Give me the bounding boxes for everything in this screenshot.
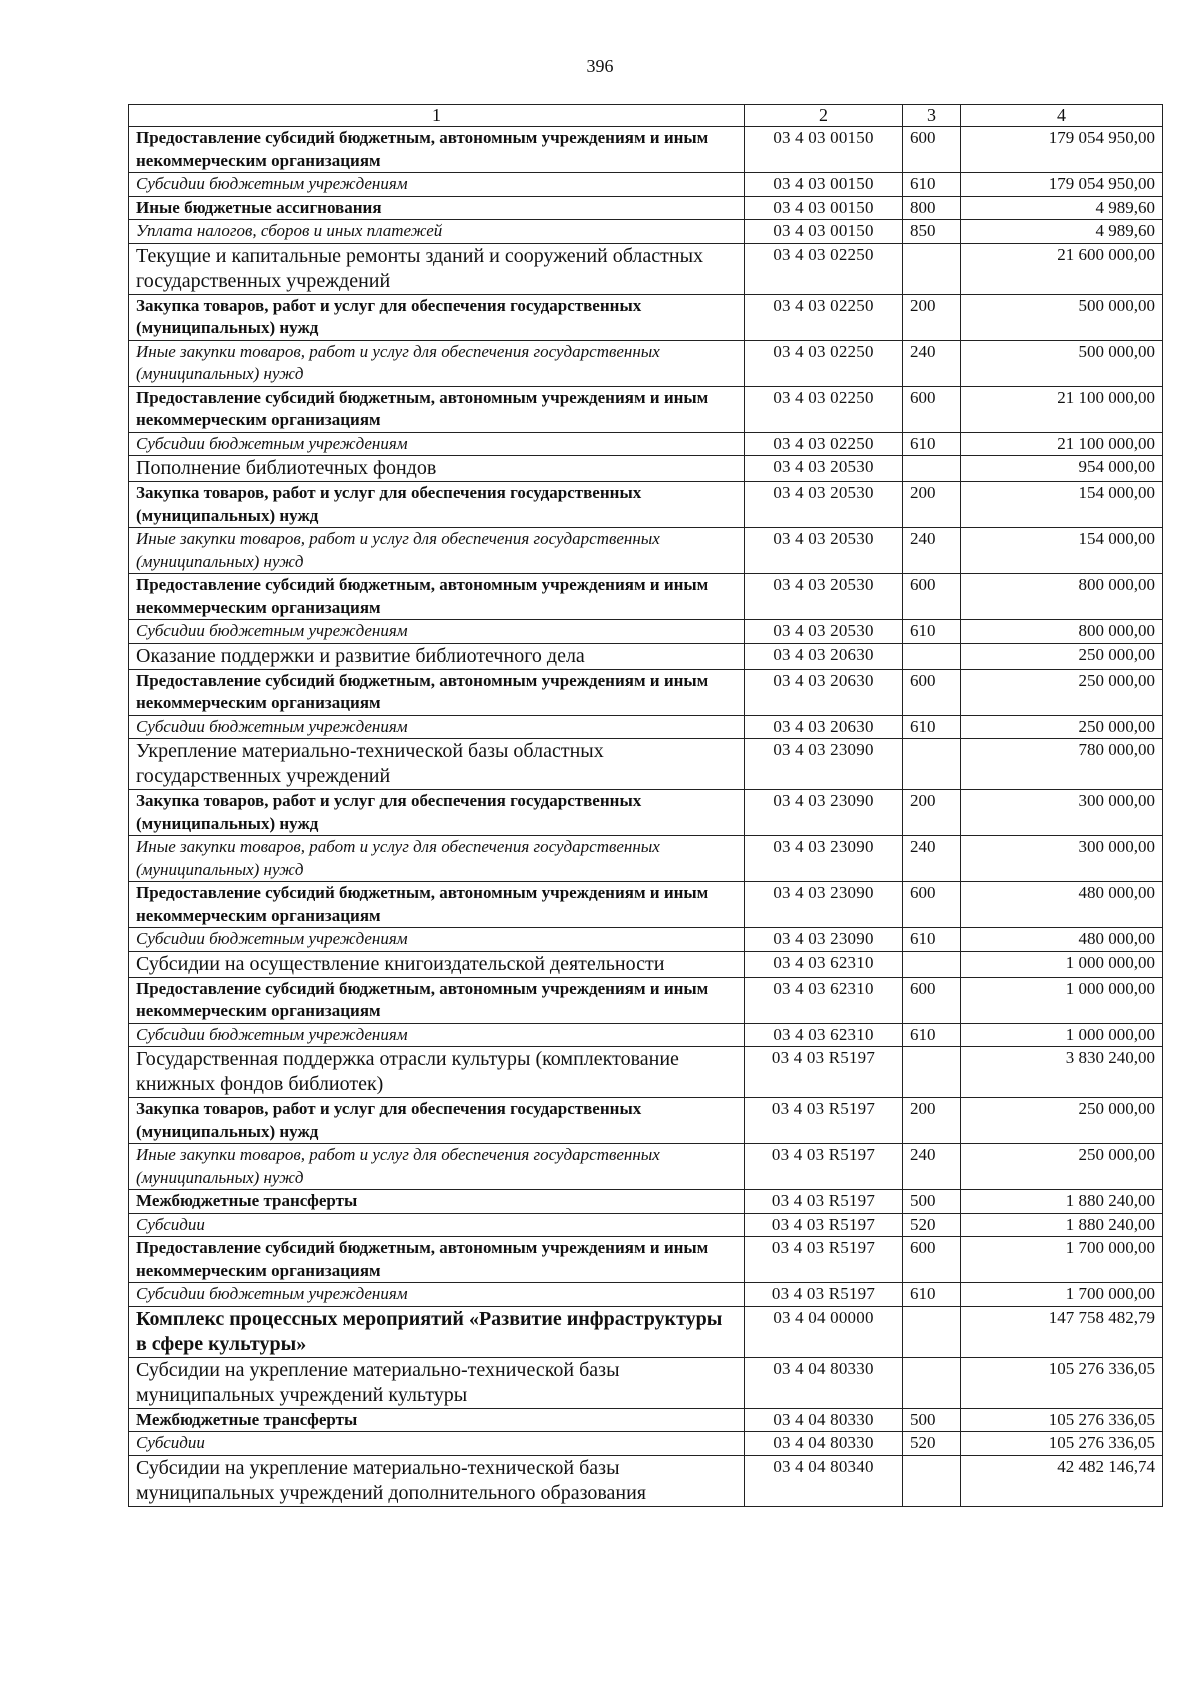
table-row xyxy=(129,1098,1163,1144)
table-row xyxy=(129,928,1163,952)
row-category-cell: 600 xyxy=(903,574,961,620)
row-code-cell: 03 4 03 20530 xyxy=(745,528,903,574)
row-code-cell: 03 4 03 62310 xyxy=(745,977,903,1023)
row-code-cell: 03 4 03 20630 xyxy=(745,715,903,739)
row-amount-cell: 1 880 240,00 xyxy=(961,1213,1163,1237)
row-code-cell: 03 4 03 62310 xyxy=(745,1023,903,1047)
row-code-cell: 03 4 03 23090 xyxy=(745,882,903,928)
row-amount-cell: 179 054 950,00 xyxy=(961,173,1163,197)
row-amount-cell: 480 000,00 xyxy=(961,882,1163,928)
row-amount-cell: 250 000,00 xyxy=(961,669,1163,715)
table-header-row xyxy=(129,105,1163,127)
row-amount-cell: 300 000,00 xyxy=(961,836,1163,882)
table-row xyxy=(129,1190,1163,1214)
table-row xyxy=(129,790,1163,836)
row-amount-cell: 4 989,60 xyxy=(961,220,1163,244)
row-code-cell: 03 4 03 R5197 xyxy=(745,1144,903,1190)
row-category-cell xyxy=(903,951,961,977)
row-name-cell: Государственная поддержка отрасли культуры (комплектование книжных фондов библиотек) xyxy=(129,1047,745,1098)
row-category-cell: 500 xyxy=(903,1408,961,1432)
row-amount-cell: 1 880 240,00 xyxy=(961,1190,1163,1214)
table-row xyxy=(129,220,1163,244)
row-amount-cell: 42 482 146,74 xyxy=(961,1455,1163,1506)
table-row xyxy=(129,386,1163,432)
table-row xyxy=(129,620,1163,644)
row-category-cell xyxy=(903,643,961,669)
row-code-cell: 03 4 03 R5197 xyxy=(745,1213,903,1237)
row-amount-cell: 105 276 336,05 xyxy=(961,1408,1163,1432)
table-row xyxy=(129,528,1163,574)
row-name-cell: Закупка товаров, работ и услуг для обеспечения государственных (муниципальных) нужд xyxy=(129,1098,745,1144)
row-code-cell: 03 4 03 23090 xyxy=(745,790,903,836)
row-amount-cell: 154 000,00 xyxy=(961,528,1163,574)
row-category-cell: 240 xyxy=(903,1144,961,1190)
row-code-cell: 03 4 03 23090 xyxy=(745,928,903,952)
row-category-cell: 610 xyxy=(903,928,961,952)
row-name-cell: Межбюджетные трансферты xyxy=(129,1190,745,1214)
row-code-cell: 03 4 03 02250 xyxy=(745,386,903,432)
row-code-cell: 03 4 03 02250 xyxy=(745,340,903,386)
table-row xyxy=(129,669,1163,715)
row-code-cell: 03 4 03 20630 xyxy=(745,669,903,715)
table-row xyxy=(129,1237,1163,1283)
row-amount-cell: 480 000,00 xyxy=(961,928,1163,952)
row-category-cell: 600 xyxy=(903,977,961,1023)
table-row xyxy=(129,340,1163,386)
row-name-cell: Укрепление материально-технической базы областных государственных учреждений xyxy=(129,739,745,790)
row-code-cell: 03 4 03 02250 xyxy=(745,432,903,456)
table-row xyxy=(129,977,1163,1023)
row-category-cell: 500 xyxy=(903,1190,961,1214)
row-category-cell xyxy=(903,1306,961,1357)
table-row xyxy=(129,1408,1163,1432)
table-row xyxy=(129,1357,1163,1408)
row-name-cell: Субсидии бюджетным учреждениям xyxy=(129,173,745,197)
row-code-cell: 03 4 03 00150 xyxy=(745,127,903,173)
table-row xyxy=(129,1306,1163,1357)
table-row xyxy=(129,243,1163,294)
row-name-cell: Уплата налогов, сборов и иных платежей xyxy=(129,220,745,244)
row-code-cell: 03 4 04 80330 xyxy=(745,1432,903,1456)
table-row xyxy=(129,715,1163,739)
row-category-cell: 610 xyxy=(903,432,961,456)
row-name-cell: Иные закупки товаров, работ и услуг для обеспечения государственных (муниципальных) нужд xyxy=(129,340,745,386)
row-category-cell: 200 xyxy=(903,1098,961,1144)
row-category-cell: 600 xyxy=(903,127,961,173)
row-category-cell: 240 xyxy=(903,528,961,574)
row-amount-cell: 300 000,00 xyxy=(961,790,1163,836)
row-amount-cell: 3 830 240,00 xyxy=(961,1047,1163,1098)
row-category-cell xyxy=(903,1455,961,1506)
row-code-cell: 03 4 03 23090 xyxy=(745,739,903,790)
row-category-cell: 800 xyxy=(903,196,961,220)
row-code-cell: 03 4 03 R5197 xyxy=(745,1283,903,1307)
row-amount-cell: 1 000 000,00 xyxy=(961,1023,1163,1047)
row-name-cell: Закупка товаров, работ и услуг для обеспечения государственных (муниципальных) нужд xyxy=(129,294,745,340)
row-code-cell: 03 4 03 62310 xyxy=(745,951,903,977)
row-amount-cell: 21 100 000,00 xyxy=(961,386,1163,432)
row-name-cell: Межбюджетные трансферты xyxy=(129,1408,745,1432)
row-amount-cell: 1 700 000,00 xyxy=(961,1237,1163,1283)
row-amount-cell: 780 000,00 xyxy=(961,739,1163,790)
row-amount-cell: 1 000 000,00 xyxy=(961,977,1163,1023)
row-category-cell: 610 xyxy=(903,620,961,644)
row-amount-cell: 250 000,00 xyxy=(961,1144,1163,1190)
row-name-cell: Предоставление субсидий бюджетным, автономным учреждениям и иным некоммерческим организациям xyxy=(129,669,745,715)
row-category-cell: 600 xyxy=(903,386,961,432)
row-amount-cell: 500 000,00 xyxy=(961,294,1163,340)
row-name-cell: Субсидии на укрепление материально-технической базы муниципальных учреждений дополнительного образования xyxy=(129,1455,745,1506)
row-name-cell: Закупка товаров, работ и услуг для обеспечения государственных (муниципальных) нужд xyxy=(129,790,745,836)
row-code-cell: 03 4 03 02250 xyxy=(745,294,903,340)
row-code-cell: 03 4 04 80330 xyxy=(745,1357,903,1408)
row-category-cell: 610 xyxy=(903,1283,961,1307)
table-row xyxy=(129,127,1163,173)
row-name-cell: Субсидии бюджетным учреждениям xyxy=(129,432,745,456)
page-number: 396 xyxy=(586,56,614,76)
row-amount-cell: 21 100 000,00 xyxy=(961,432,1163,456)
row-code-cell: 03 4 03 00150 xyxy=(745,173,903,197)
row-amount-cell: 154 000,00 xyxy=(961,482,1163,528)
row-amount-cell: 250 000,00 xyxy=(961,643,1163,669)
header-col-3: 3 xyxy=(903,105,961,127)
row-name-cell: Оказание поддержки и развитие библиотечного дела xyxy=(129,643,745,669)
row-category-cell xyxy=(903,739,961,790)
row-code-cell: 03 4 03 20530 xyxy=(745,620,903,644)
table-row xyxy=(129,574,1163,620)
row-category-cell: 600 xyxy=(903,882,961,928)
table-row xyxy=(129,1023,1163,1047)
row-name-cell: Комплекс процессных мероприятий «Развитие инфраструктуры в сфере культуры» xyxy=(129,1306,745,1357)
header-col-2: 2 xyxy=(745,105,903,127)
table-row xyxy=(129,1432,1163,1456)
row-code-cell: 03 4 04 00000 xyxy=(745,1306,903,1357)
row-category-cell: 520 xyxy=(903,1213,961,1237)
row-category-cell: 200 xyxy=(903,482,961,528)
row-name-cell: Субсидии на укрепление материально-технической базы муниципальных учреждений культуры xyxy=(129,1357,745,1408)
header-col-4: 4 xyxy=(961,105,1163,127)
row-name-cell: Субсидии бюджетным учреждениям xyxy=(129,620,745,644)
row-amount-cell: 954 000,00 xyxy=(961,456,1163,482)
row-category-cell: 240 xyxy=(903,340,961,386)
row-category-cell: 610 xyxy=(903,1023,961,1047)
row-amount-cell: 250 000,00 xyxy=(961,1098,1163,1144)
row-name-cell: Предоставление субсидий бюджетным, автономным учреждениям и иным некоммерческим организациям xyxy=(129,882,745,928)
table-row xyxy=(129,739,1163,790)
row-name-cell: Предоставление субсидий бюджетным, автономным учреждениям и иным некоммерческим организациям xyxy=(129,574,745,620)
table-body xyxy=(129,127,1163,1507)
row-name-cell: Предоставление субсидий бюджетным, автономным учреждениям и иным некоммерческим организациям xyxy=(129,1237,745,1283)
table-row xyxy=(129,1455,1163,1506)
row-category-cell: 200 xyxy=(903,294,961,340)
row-code-cell: 03 4 03 02250 xyxy=(745,243,903,294)
row-name-cell: Иные закупки товаров, работ и услуг для обеспечения государственных (муниципальных) нужд xyxy=(129,528,745,574)
table-row xyxy=(129,173,1163,197)
row-code-cell: 03 4 04 80330 xyxy=(745,1408,903,1432)
row-code-cell: 03 4 03 20530 xyxy=(745,574,903,620)
row-category-cell: 520 xyxy=(903,1432,961,1456)
table-row xyxy=(129,432,1163,456)
row-name-cell: Иные бюджетные ассигнования xyxy=(129,196,745,220)
row-code-cell: 03 4 03 23090 xyxy=(745,836,903,882)
row-name-cell: Предоставление субсидий бюджетным, автономным учреждениям и иным некоммерческим организациям xyxy=(129,127,745,173)
row-amount-cell: 800 000,00 xyxy=(961,620,1163,644)
row-code-cell: 03 4 03 R5197 xyxy=(745,1237,903,1283)
row-name-cell: Субсидии на осуществление книгоиздательской деятельности xyxy=(129,951,745,977)
row-category-cell xyxy=(903,1357,961,1408)
table-row xyxy=(129,294,1163,340)
row-category-cell: 850 xyxy=(903,220,961,244)
row-amount-cell: 21 600 000,00 xyxy=(961,243,1163,294)
row-name-cell: Субсидии бюджетным учреждениям xyxy=(129,715,745,739)
row-amount-cell: 179 054 950,00 xyxy=(961,127,1163,173)
row-name-cell: Предоставление субсидий бюджетным, автономным учреждениям и иным некоммерческим организациям xyxy=(129,977,745,1023)
row-amount-cell: 800 000,00 xyxy=(961,574,1163,620)
row-code-cell: 03 4 03 R5197 xyxy=(745,1098,903,1144)
row-code-cell: 03 4 03 20530 xyxy=(745,482,903,528)
row-category-cell xyxy=(903,456,961,482)
row-category-cell: 610 xyxy=(903,173,961,197)
row-name-cell: Текущие и капитальные ремонты зданий и сооружений областных государственных учреждений xyxy=(129,243,745,294)
row-name-cell: Субсидии xyxy=(129,1213,745,1237)
row-code-cell: 03 4 03 20530 xyxy=(745,456,903,482)
row-amount-cell: 147 758 482,79 xyxy=(961,1306,1163,1357)
row-name-cell: Предоставление субсидий бюджетным, автономным учреждениям и иным некоммерческим организациям xyxy=(129,386,745,432)
table-row xyxy=(129,1047,1163,1098)
row-category-cell: 600 xyxy=(903,669,961,715)
table-row xyxy=(129,196,1163,220)
row-category-cell: 600 xyxy=(903,1237,961,1283)
row-name-cell: Закупка товаров, работ и услуг для обеспечения государственных (муниципальных) нужд xyxy=(129,482,745,528)
row-category-cell: 240 xyxy=(903,836,961,882)
row-name-cell: Субсидии бюджетным учреждениям xyxy=(129,1283,745,1307)
row-code-cell: 03 4 03 00150 xyxy=(745,220,903,244)
row-name-cell: Субсидии бюджетным учреждениям xyxy=(129,1023,745,1047)
row-category-cell: 200 xyxy=(903,790,961,836)
row-name-cell: Иные закупки товаров, работ и услуг для обеспечения государственных (муниципальных) нужд xyxy=(129,1144,745,1190)
row-category-cell xyxy=(903,243,961,294)
row-amount-cell: 105 276 336,05 xyxy=(961,1357,1163,1408)
row-category-cell: 610 xyxy=(903,715,961,739)
table-row xyxy=(129,456,1163,482)
table-row xyxy=(129,1283,1163,1307)
row-amount-cell: 105 276 336,05 xyxy=(961,1432,1163,1456)
row-amount-cell: 4 989,60 xyxy=(961,196,1163,220)
table-row xyxy=(129,1144,1163,1190)
table-row xyxy=(129,951,1163,977)
row-code-cell: 03 4 03 R5197 xyxy=(745,1190,903,1214)
row-amount-cell: 250 000,00 xyxy=(961,715,1163,739)
table-row xyxy=(129,836,1163,882)
table-row xyxy=(129,482,1163,528)
row-amount-cell: 1 700 000,00 xyxy=(961,1283,1163,1307)
row-name-cell: Иные закупки товаров, работ и услуг для обеспечения государственных (муниципальных) нужд xyxy=(129,836,745,882)
row-category-cell xyxy=(903,1047,961,1098)
row-name-cell: Пополнение библиотечных фондов xyxy=(129,456,745,482)
row-code-cell: 03 4 03 20630 xyxy=(745,643,903,669)
row-code-cell: 03 4 03 R5197 xyxy=(745,1047,903,1098)
table-row xyxy=(129,1213,1163,1237)
table-row xyxy=(129,882,1163,928)
row-code-cell: 03 4 03 00150 xyxy=(745,196,903,220)
table-row xyxy=(129,643,1163,669)
header-col-1: 1 xyxy=(129,105,745,127)
row-name-cell: Субсидии бюджетным учреждениям xyxy=(129,928,745,952)
row-name-cell: Субсидии xyxy=(129,1432,745,1456)
row-amount-cell: 500 000,00 xyxy=(961,340,1163,386)
row-amount-cell: 1 000 000,00 xyxy=(961,951,1163,977)
row-code-cell: 03 4 04 80340 xyxy=(745,1455,903,1506)
budget-table xyxy=(128,104,1163,1507)
